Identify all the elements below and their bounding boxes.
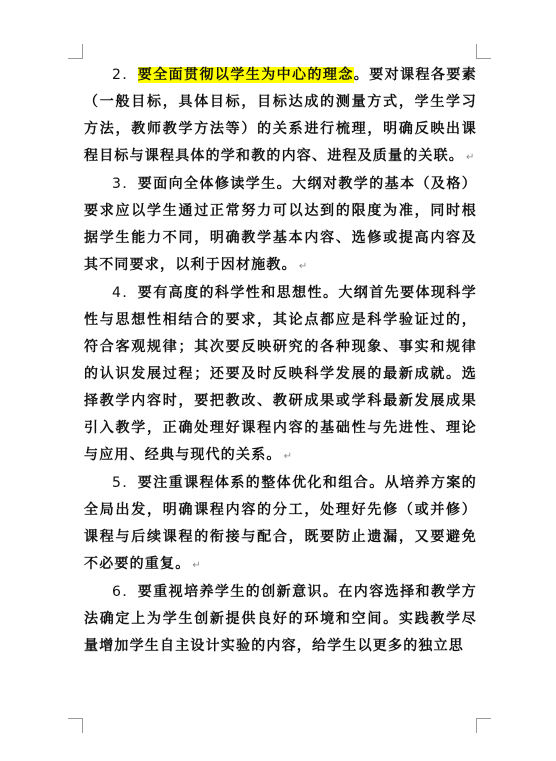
- corner-mark-bottom-left: [68, 718, 83, 733]
- paragraph-number: 2．: [112, 67, 138, 83]
- paragraph-mark-icon: ↵: [298, 261, 308, 272]
- paragraph-mark-icon: ↵: [466, 152, 475, 163]
- paragraph-text: 。大纲首先要体现科学性与思想性相结合的要求，其论点都应是科学验证过的，符合客观规律；其次要反映研究的各种现象、事实和规律的认识发展过程；还要及时反映科学发展的最新成就。选择教学内容时，要把教改、教研成果或学科最新发展成果引入教学，正确处理好课程内容的基础性与先进性、理论与应用、经典与现代的关系。: [84, 285, 478, 463]
- paragraph-5[interactable]: [84, 470, 477, 579]
- paragraph-2[interactable]: [84, 62, 477, 171]
- paragraph-4[interactable]: [84, 280, 477, 470]
- document-body[interactable]: [84, 62, 477, 660]
- paragraph-text: 。大纲对教学的基本（及格）要求应以学生通过正常努力可以达到的限度为准，同时根据学生能力不同，明确教学基本内容、选修或提高内容及其不同要求，以利于因材施教。: [84, 176, 477, 273]
- paragraph-number: 4．: [112, 285, 138, 301]
- corner-mark-bottom-right: [476, 718, 491, 733]
- paragraph-number: 6．: [112, 584, 138, 600]
- paragraph-heading: 要注重课程体系的整体优化和组合: [137, 475, 370, 491]
- paragraph-heading: 要有高度的科学性和思想性: [137, 285, 323, 301]
- paragraph-number: 3．: [112, 176, 138, 192]
- paragraph-text: 。要对课程各要素（一般目标，具体目标，目标达成的测量方式，学生学习方法，教师教学方法等）的关系进行梳理，明确反映出课程目标与课程具体的学和教的内容、进程及质量的关联。: [84, 67, 477, 164]
- highlighted-heading: 要全面贯彻以学生为中心的理念: [137, 67, 354, 83]
- corner-mark-top-right: [476, 44, 491, 59]
- paragraph-mark-icon: ↵: [283, 451, 292, 462]
- paragraph-number: 5．: [112, 475, 138, 491]
- corner-mark-top-left: [68, 44, 83, 59]
- paragraph-text: 。在内容选择和教学方法确定上为学生创新提供良好的环境和空间。实践教学尽量增加学生自主设计实验的内容，给学生以更多的独立思: [84, 584, 478, 654]
- paragraph-3[interactable]: [84, 171, 477, 280]
- paragraph-heading: 要重视培养学生的创新意识: [137, 584, 323, 600]
- paragraph-mark-icon: ↵: [192, 560, 201, 571]
- paragraph-heading: 要面向全体修读学生: [137, 176, 277, 192]
- paragraph-6[interactable]: [84, 579, 477, 660]
- paragraph-text: 。从培养方案的全局出发，明确课程内容的分工，处理好先修（或并修）课程与后续课程的衔接与配合，既要防止遗漏，又要避免不必要的重复。: [84, 475, 478, 572]
